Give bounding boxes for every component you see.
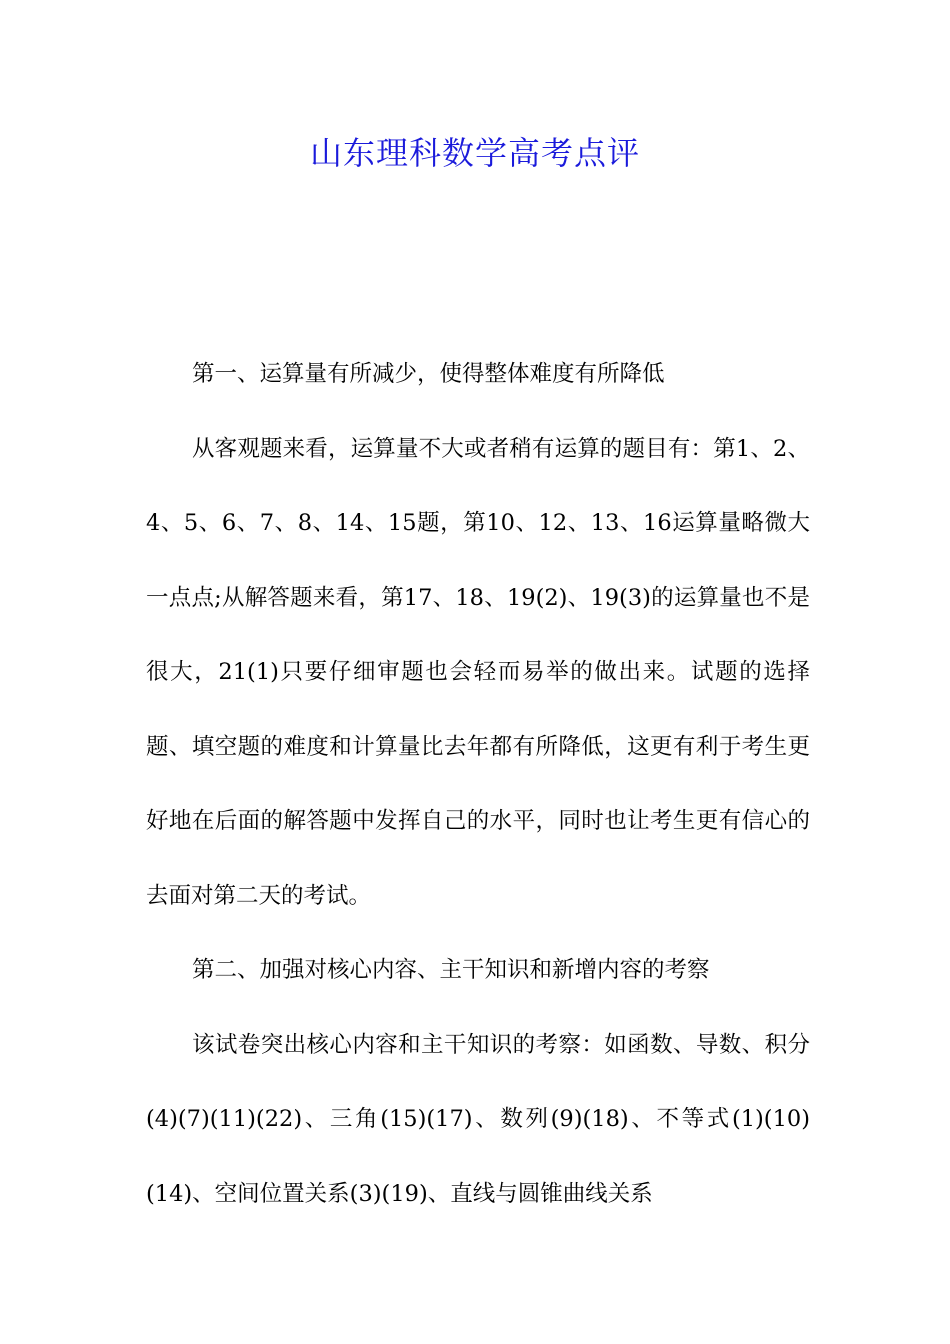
document-title: 山东理科数学高考点评: [309, 134, 640, 172]
section-paragraph-2: 该试卷突出核心内容和主干知识的考察：如函数、导数、积分(4)(7)(11)(22)、三角(15)(17)、数列(9)(18)、不等式(1)(10)(14)、空间位置关系(3)(19)、直线与圆锥曲线关系: [146, 1031, 810, 1207]
section-paragraph-1: 从客观题来看，运算量不大或者稍有运算的题目有：第1、2、4、5、6、7、8、14、15题，第10、12、13、16运算量略微大一点点;从解答题来看，第17、18、19(2)、19(3)的运算量也不是很大，21(1)只要仔细审题也会轻而易举的做出来。试题的选择题、填空题的难度和计算量比去年都有所降低，这更有利于考生更好地在后面的解答题中发挥自己的水平，同时也让考生更有信心的去面对第二天的考试。: [146, 435, 810, 909]
section-heading-2: 第二、加强对核心内容、主干知识和新增内容的考察: [192, 957, 710, 983]
section-heading-1: 第一、运算量有所减少，使得整体难度有所降低: [192, 361, 665, 387]
document-body: [146, 337, 810, 1231]
